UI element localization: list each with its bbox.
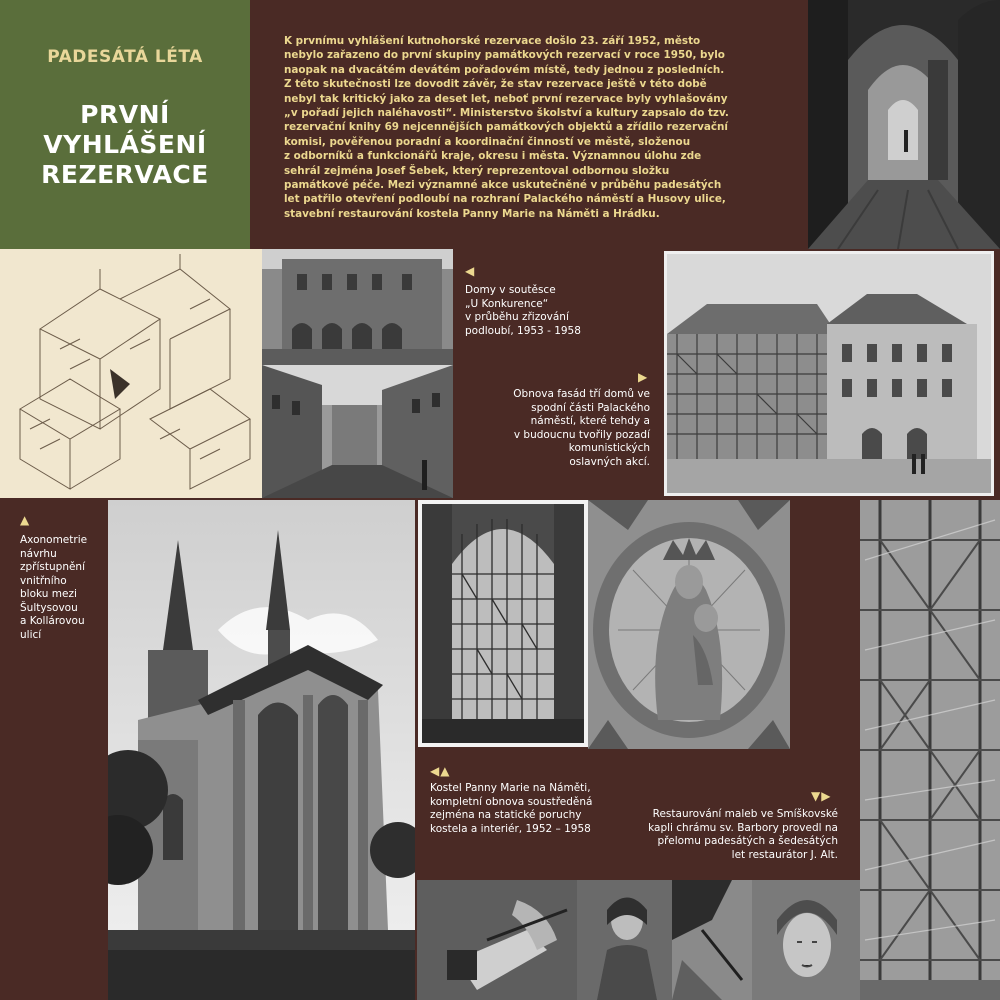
- caption-line: bloku mezi: [20, 588, 77, 600]
- intro-line: Z této skutečnosti lze dovodit závěr, že stav rezervace ještě v této době: [284, 78, 707, 91]
- intro-line: sehrál zejména Josef Šebek, který reprezentoval odbornou složku: [284, 164, 670, 177]
- caption-arrows-left-up: ◀▲: [430, 764, 451, 778]
- facades-caption: [470, 388, 650, 469]
- title-line: REZERVACE: [41, 160, 209, 189]
- caption-line: zejména na statické poruchy: [430, 809, 582, 821]
- caption-line: zpřístupnění: [20, 561, 86, 573]
- caption-line: „U Konkurence“: [465, 297, 549, 310]
- caption-arrow-up: ▲: [20, 513, 30, 527]
- intro-line: nebyl tak kritický jako za deset let, neboť první rezervace byly vyhlašovány: [284, 92, 728, 105]
- madonna-relief-photo: [588, 500, 790, 749]
- houses-photo-bottom: [262, 365, 453, 498]
- caption-line: let restaurátor J. Alt.: [731, 848, 838, 861]
- fresco-face-photo: [752, 880, 860, 1000]
- restoration-hands-photo: [417, 880, 577, 1000]
- intro-line: naopak na dvacátém devátém pořadovém místě, tedy jednou z posledních.: [284, 63, 725, 76]
- intro-line: K prvnímu vyhlášení kutnohorské rezervace došlo 23. září 1952, město: [284, 35, 701, 47]
- caption-arrow-right: ▶: [638, 370, 648, 384]
- caption-line: v budoucnu tvořily pozadí: [513, 428, 650, 441]
- caption-line: přelomu padesátých a šedesátých: [657, 835, 838, 847]
- intro-line: nebylo zařazeno do první skupiny památkových rezervací v roce 1950, bylo: [284, 49, 725, 62]
- page-title: [0, 100, 250, 190]
- restoration-brush-photo: [672, 880, 752, 1000]
- caption-line: v průběhu zřizování: [465, 311, 569, 323]
- intro-paragraph: [284, 34, 788, 221]
- caption-line: kostela a interiér, 1952 – 1958: [430, 822, 591, 835]
- caption-line: spodní části Palackého: [531, 401, 650, 414]
- caption-line: ulicí: [20, 628, 42, 641]
- intro-line: stavební restaurování kostela Panny Marie na Náměti a Hrádku.: [284, 207, 660, 220]
- caption-line: komunistických: [568, 442, 650, 454]
- church-caption: [430, 782, 630, 836]
- caption-line: Kostel Panny Marie na Náměti,: [430, 782, 591, 794]
- houses-caption: [465, 284, 645, 338]
- caption-line: Obnova fasád tří domů ve: [513, 388, 650, 400]
- intro-line: let patřilo otevření podloubí na rozhraní Palackého náměstí a Husovy ulice,: [284, 193, 726, 206]
- scaffolding-photo: [860, 500, 1000, 1000]
- caption-line: Domy v soutěsce: [465, 284, 556, 296]
- caption-line: kompletní obnova soustředěná: [430, 795, 593, 808]
- caption-arrow-left: ◀: [465, 264, 475, 278]
- intro-line: památkové péče. Mezi významné akce uskutečněné v průběhu padesátých: [284, 179, 722, 192]
- intro-line: „v pořadí jejich naléhavosti“. Ministerstvo školství a kultury zapsalo do tzv.: [284, 107, 729, 120]
- scaffolding-facades-photo: [664, 251, 994, 496]
- caption-arrows-down-right: ▼▶: [811, 789, 832, 803]
- paintings-caption: [620, 808, 838, 862]
- arcade-photo: [808, 0, 1000, 249]
- caption-line: Šultysovou: [20, 601, 78, 614]
- axonometry-caption: [20, 534, 110, 642]
- caption-line: podloubí, 1953 - 1958: [465, 324, 581, 337]
- intro-line: z odborníků a funkcionářů kraje, okresu i města. Významnou úlohu zde: [284, 150, 702, 163]
- intro-line: komisi, pověřenou poradní a koordinační činností ve městě, složenou: [284, 135, 691, 148]
- fresco-woman-photo: [577, 880, 672, 1000]
- caption-line: oslavných akcí.: [569, 455, 650, 468]
- caption-line: náměstí, které tehdy a: [530, 415, 650, 427]
- caption-line: Restaurování maleb ve Smíškovské: [652, 808, 838, 820]
- caption-line: vnitřního: [20, 574, 67, 587]
- title-line: PRVNÍ: [80, 100, 170, 129]
- houses-photo-top: [262, 249, 453, 365]
- church-interior-photo: [418, 500, 588, 747]
- axonometry-sketch: [0, 249, 262, 498]
- decade-heading: PADESÁTÁ LÉTA: [47, 47, 203, 67]
- caption-line: návrhu: [20, 547, 57, 560]
- caption-line: a Kollárovou: [20, 615, 85, 627]
- title-line: VYHLÁŠENÍ: [43, 130, 207, 159]
- intro-line: rezervační knihy 69 nejcennějších památkových objektů a zřídilo rezervační: [284, 121, 728, 134]
- church-exterior-photo: [108, 500, 415, 1000]
- caption-line: kapli chrámu sv. Barbory provedl na: [648, 821, 838, 834]
- caption-line: Axonometrie: [20, 534, 88, 546]
